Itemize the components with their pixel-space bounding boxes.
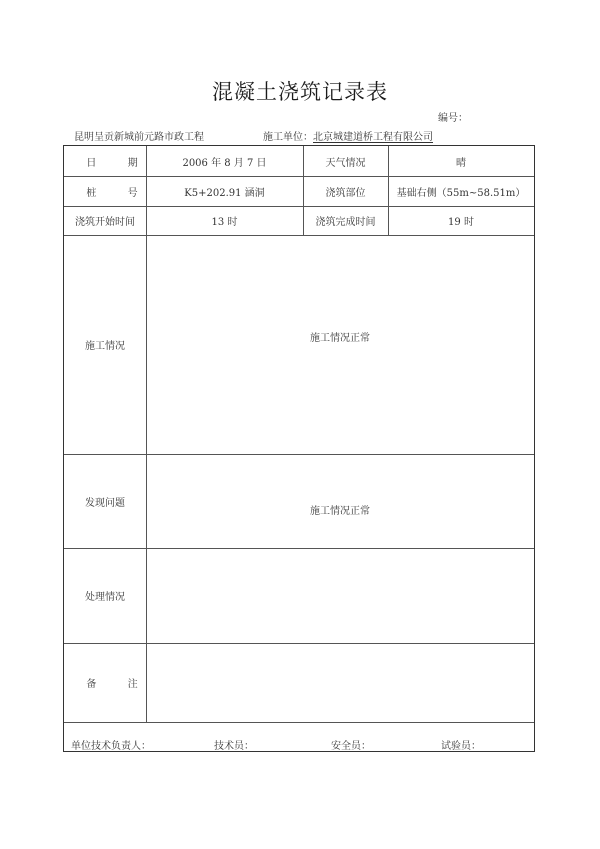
remarks-label: 备 注 [86, 679, 152, 690]
unit-label: 施工单位： [263, 132, 313, 143]
date-label: 日 期 [86, 157, 152, 169]
stake-label: 桩 号 [86, 187, 152, 199]
unit-value: 北京城建道桥工程有限公司 [313, 132, 433, 143]
issues-value: 施工情况正常 [310, 505, 370, 517]
weather-label: 天气情况 [325, 157, 366, 169]
start-time-label: 浇筑开始时间 [75, 217, 135, 228]
tech-lead-signature: 单位技术负责人： [71, 741, 151, 752]
pour-part-value: 基础右侧（55m~58.51m） [396, 187, 526, 199]
project-name: 昆明呈贡新城前元路市政工程 [74, 132, 204, 143]
end-time-value: 19 时 [448, 217, 474, 228]
remarks-value [146, 643, 534, 722]
construction-unit [263, 128, 433, 143]
serial-number-label: 编号： [438, 113, 468, 124]
date-value: 2006 年 8 月 7 日 [182, 157, 267, 169]
end-time-label: 浇筑完成时间 [315, 217, 376, 228]
start-time-value: 13 时 [211, 217, 238, 228]
technician-signature: 技术员： [214, 741, 254, 752]
issues-label: 发现问题 [85, 497, 125, 509]
safety-officer-signature: 安全员： [331, 741, 371, 752]
weather-value: 晴 [456, 157, 466, 169]
stake-value: K5+202.91 涵洞 [184, 187, 265, 199]
form-title: 混凝土浇筑记录表 [212, 80, 388, 104]
row-divider [64, 722, 534, 723]
pour-part-label: 浇筑部位 [325, 187, 366, 199]
construction-label: 施工情况 [85, 341, 125, 352]
handling-label: 处理情况 [85, 592, 125, 603]
record-table [63, 145, 535, 752]
construction-value: 施工情况正常 [310, 332, 370, 344]
handling-value [146, 548, 534, 643]
tester-signature: 试验员： [441, 741, 481, 752]
